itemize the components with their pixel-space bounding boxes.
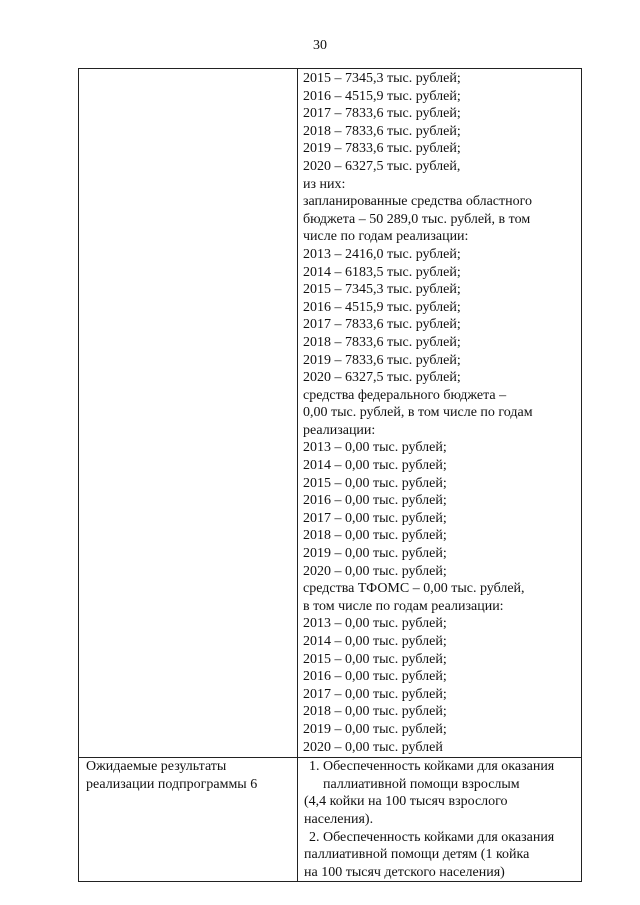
funding-line: бюджета – 50 289,0 тыс. рублей, в том [303,211,531,227]
funding-line: 2018 – 7833,6 тыс. рублей; [303,123,461,139]
funding-line: 2013 – 2416,0 тыс. рублей; [303,246,461,262]
funding-line: 2014 – 0,00 тыс. рублей; [303,634,447,649]
result-item-1-line: 1. Обеспеченность койками для оказания [309,759,555,775]
funding-lines [298,69,581,757]
expected-results-row [79,758,582,882]
funding-line: 2018 – 0,00 тыс. рублей; [303,704,447,720]
funding-line: 2016 – 0,00 тыс. рублей; [303,669,447,685]
funding-line: средства ТФОМС – 0,00 тыс. рублей, [303,581,525,597]
funding-line: 2017 – 7833,6 тыс. рублей; [303,317,461,333]
expected-results-label-line: реализации подпрограммы 6 [86,776,258,792]
result-item-2-line: на 100 тысяч детского населения) [304,864,505,880]
funding-line: числе по годам реализации: [303,229,469,245]
result-item-2-line: 2. Обеспеченность койками для оказания [309,829,555,845]
funding-line: средства федерального бюджета – [303,387,507,403]
funding-row [79,69,582,758]
funding-line: 2013 – 0,00 тыс. рублей; [303,440,447,456]
funding-line: 2018 – 0,00 тыс. рублей; [303,528,447,544]
funding-line: 2014 – 0,00 тыс. рублей; [303,458,447,474]
funding-line: 2016 – 4515,9 тыс. рублей; [303,88,461,104]
funding-line: 2015 – 7345,3 тыс. рублей; [303,282,461,298]
expected-results-label-line: Ожидаемые результаты [86,759,227,775]
funding-line: 2017 – 7833,6 тыс. рублей; [303,106,461,122]
funding-line: 2018 – 7833,6 тыс. рублей; [303,334,461,350]
expected-results-label-cell [79,758,298,882]
expected-results-content-cell [298,758,582,882]
funding-line: 2016 – 0,00 тыс. рублей; [303,493,447,509]
result-item-2-line: паллиативной помощи детям (1 койка [304,847,530,863]
funding-line: 2014 – 6183,5 тыс. рублей; [303,264,461,280]
funding-line: 2015 – 7345,3 тыс. рублей; [303,71,461,86]
funding-line: 2017 – 0,00 тыс. рублей; [303,686,447,702]
funding-line: запланированные средства областного [303,194,533,210]
funding-line: 2019 – 0,00 тыс. рублей; [303,546,447,562]
funding-details-cell [298,69,582,758]
program-passport-table [78,68,582,882]
funding-line: 2019 – 0,00 тыс. рублей; [303,721,447,737]
funding-line: 2015 – 0,00 тыс. рублей; [303,475,447,491]
funding-line: реализации: [303,422,376,438]
funding-line: 2019 – 7833,6 тыс. рублей; [303,352,461,368]
funding-label-cell [79,69,298,758]
funding-line: 2020 – 0,00 тыс. рублей; [303,563,447,579]
funding-line: 2017 – 0,00 тыс. рублей; [303,510,447,526]
funding-line: 2019 – 7833,6 тыс. рублей; [303,141,461,157]
result-item-1-line: паллиативной помощи взрослым [323,776,520,792]
result-item-1-line: населения). [304,811,374,827]
result-item-1-line: (4,4 койки на 100 тысяч взрослого [304,794,508,810]
funding-line: 2020 – 6327,5 тыс. рублей; [303,370,461,386]
funding-line: 2013 – 0,00 тыс. рублей; [303,616,447,632]
funding-line: 0,00 тыс. рублей, в том числе по годам [303,405,533,421]
funding-line: 2020 – 6327,5 тыс. рублей, [303,158,461,174]
funding-line: 2015 – 0,00 тыс. рублей; [303,651,447,667]
page-number: 30 [313,38,327,53]
funding-line: 2020 – 0,00 тыс. рублей [303,739,443,755]
funding-line: из них: [303,176,346,192]
funding-line: в том числе по годам реализации: [303,598,504,614]
funding-line: 2016 – 4515,9 тыс. рублей; [303,299,461,315]
